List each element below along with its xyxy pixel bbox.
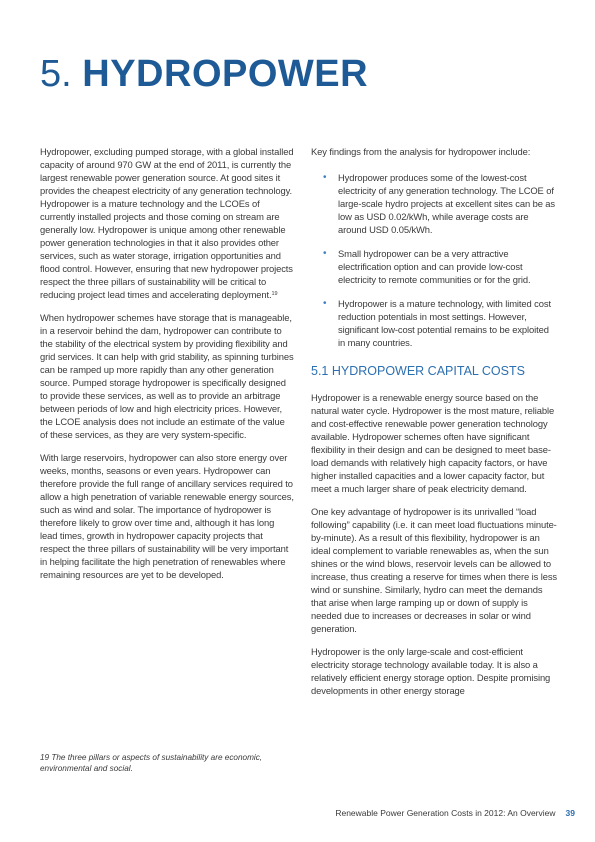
list-item: • Small hydropower can be a very attractive electrification option and can provide low-cost electricity to remote communities or for the grid. — [323, 248, 531, 285]
right-column — [311, 145, 558, 707]
chapter-number: 5. — [40, 53, 72, 95]
bullet-icon: • — [323, 298, 327, 309]
paragraph: Hydropower, excluding pumped storage, with a global installed capacity of around 970 GW at the end of 2011, is currently the largest renewable power generation source. At good sites it provides the cheapest electricity of any generation technology. Hydropower is a mature technology and the LCOEs of currently installed projects and those coming on stream are generally low. Hydropower is unique among other renewable power generation technologies in that it also provides other services, such as water storage, irrigation opportunities and flood control. However, ensuring that new hydropower projects respect the three pillars of sustainability will be critical to reducing project lead times and accelerating deployment.$^{19}$ — [40, 146, 294, 300]
footnote-reference[interactable]: 19 — [271, 291, 278, 297]
findings-intro: Key findings from the analysis for hydropower include: — [311, 146, 531, 157]
paragraph: Hydropower is the only large-scale and cost-efficient electricity storage technology available today. It is also a relatively efficient energy storage option. Despite promising developments in other energy storage — [311, 646, 551, 696]
paragraph: When hydropower schemes have storage that is manageable, in a reservoir behind the dam, hydropower can contribute to the stability of the electrical system by providing flexibility and grid services. It can help with grid stability, as spinning turbines can be ramped up more rapidly than any other generation source. Pumped storage hydropower is specifically designed to provide these services, as well as to provide an arbitrage between periods of low and high electricity prices. However, the LCOE analysis does not include an estimate of the value of these services, as they are very system-specific. — [40, 312, 294, 440]
left-column — [40, 145, 294, 591]
bullet-icon: • — [323, 172, 327, 183]
list-item: • Hydropower produces some of the lowest-cost electricity of any generation technology. The LCOE of large-scale hydro projects at excellent sites can be as low as USD 0.02/kWh, while average costs are around USD 0.05/kWh. — [323, 172, 556, 235]
section-heading: 5.1 HYDROPOWER CAPITAL COSTS — [311, 364, 525, 378]
list-item: • Hydropower is a mature technology, with limited cost reduction potentials in most settings. However, significant low-cost potential remains to be exploited in many countries. — [323, 298, 551, 348]
bullet-icon: • — [323, 248, 327, 259]
paragraph: Hydropower is a renewable energy source based on the natural water cycle. Hydropower is the most mature, reliable and cost-effective renewable power generation technology available. Hydropower schemes often have significant flexibility in their design and can be designed to meet base-load demands with relatively high capacity factors, or have higher installed capacities and a lower capacity factor, but meet a much larger share of peak electricity demand. — [311, 392, 555, 494]
findings-list — [311, 171, 558, 349]
paragraph: One key advantage of hydropower is its unrivalled “load following” capability (i.e. it can meet load fluctuations minute-by-minute). As a result of this flexibility, hydropower is an ideal complement to variable renewables as, when the sun shines or the wind blows, reservoir levels can be allowed to increase, thus creating a reserve for times when there is less wind or sunshine. Similarly, hydro can meet the demands that arise when large ramping up or down of supply is needed due to increases or decreases in solar or wind generation. — [311, 506, 557, 634]
page-title — [40, 52, 368, 96]
chapter-title: HYDROPOWER — [82, 53, 369, 95]
page-number: 39 — [565, 808, 575, 818]
page-footer — [335, 808, 575, 819]
paragraph: With large reservoirs, hydropower can also store energy over weeks, months, seasons or even years. Hydropower can therefore provide the full range of ancillary services required to allow a high penetration of variable renewable energy sources, such as wind and solar. The importance of hydropower is therefore likely to grow over time and, although it has long lead times, growth in hydropower capacity projects that respect the three pillars of sustainability will be very important in helping facilitate the high penetration of renewables where remaining resources are yet to be developed. — [40, 452, 294, 580]
footnote: 19 The three pillars or aspects of sustainability are economic, environmental and social. — [40, 753, 263, 773]
footer-title: Renewable Power Generation Costs in 2012: An Overview — [335, 808, 556, 818]
